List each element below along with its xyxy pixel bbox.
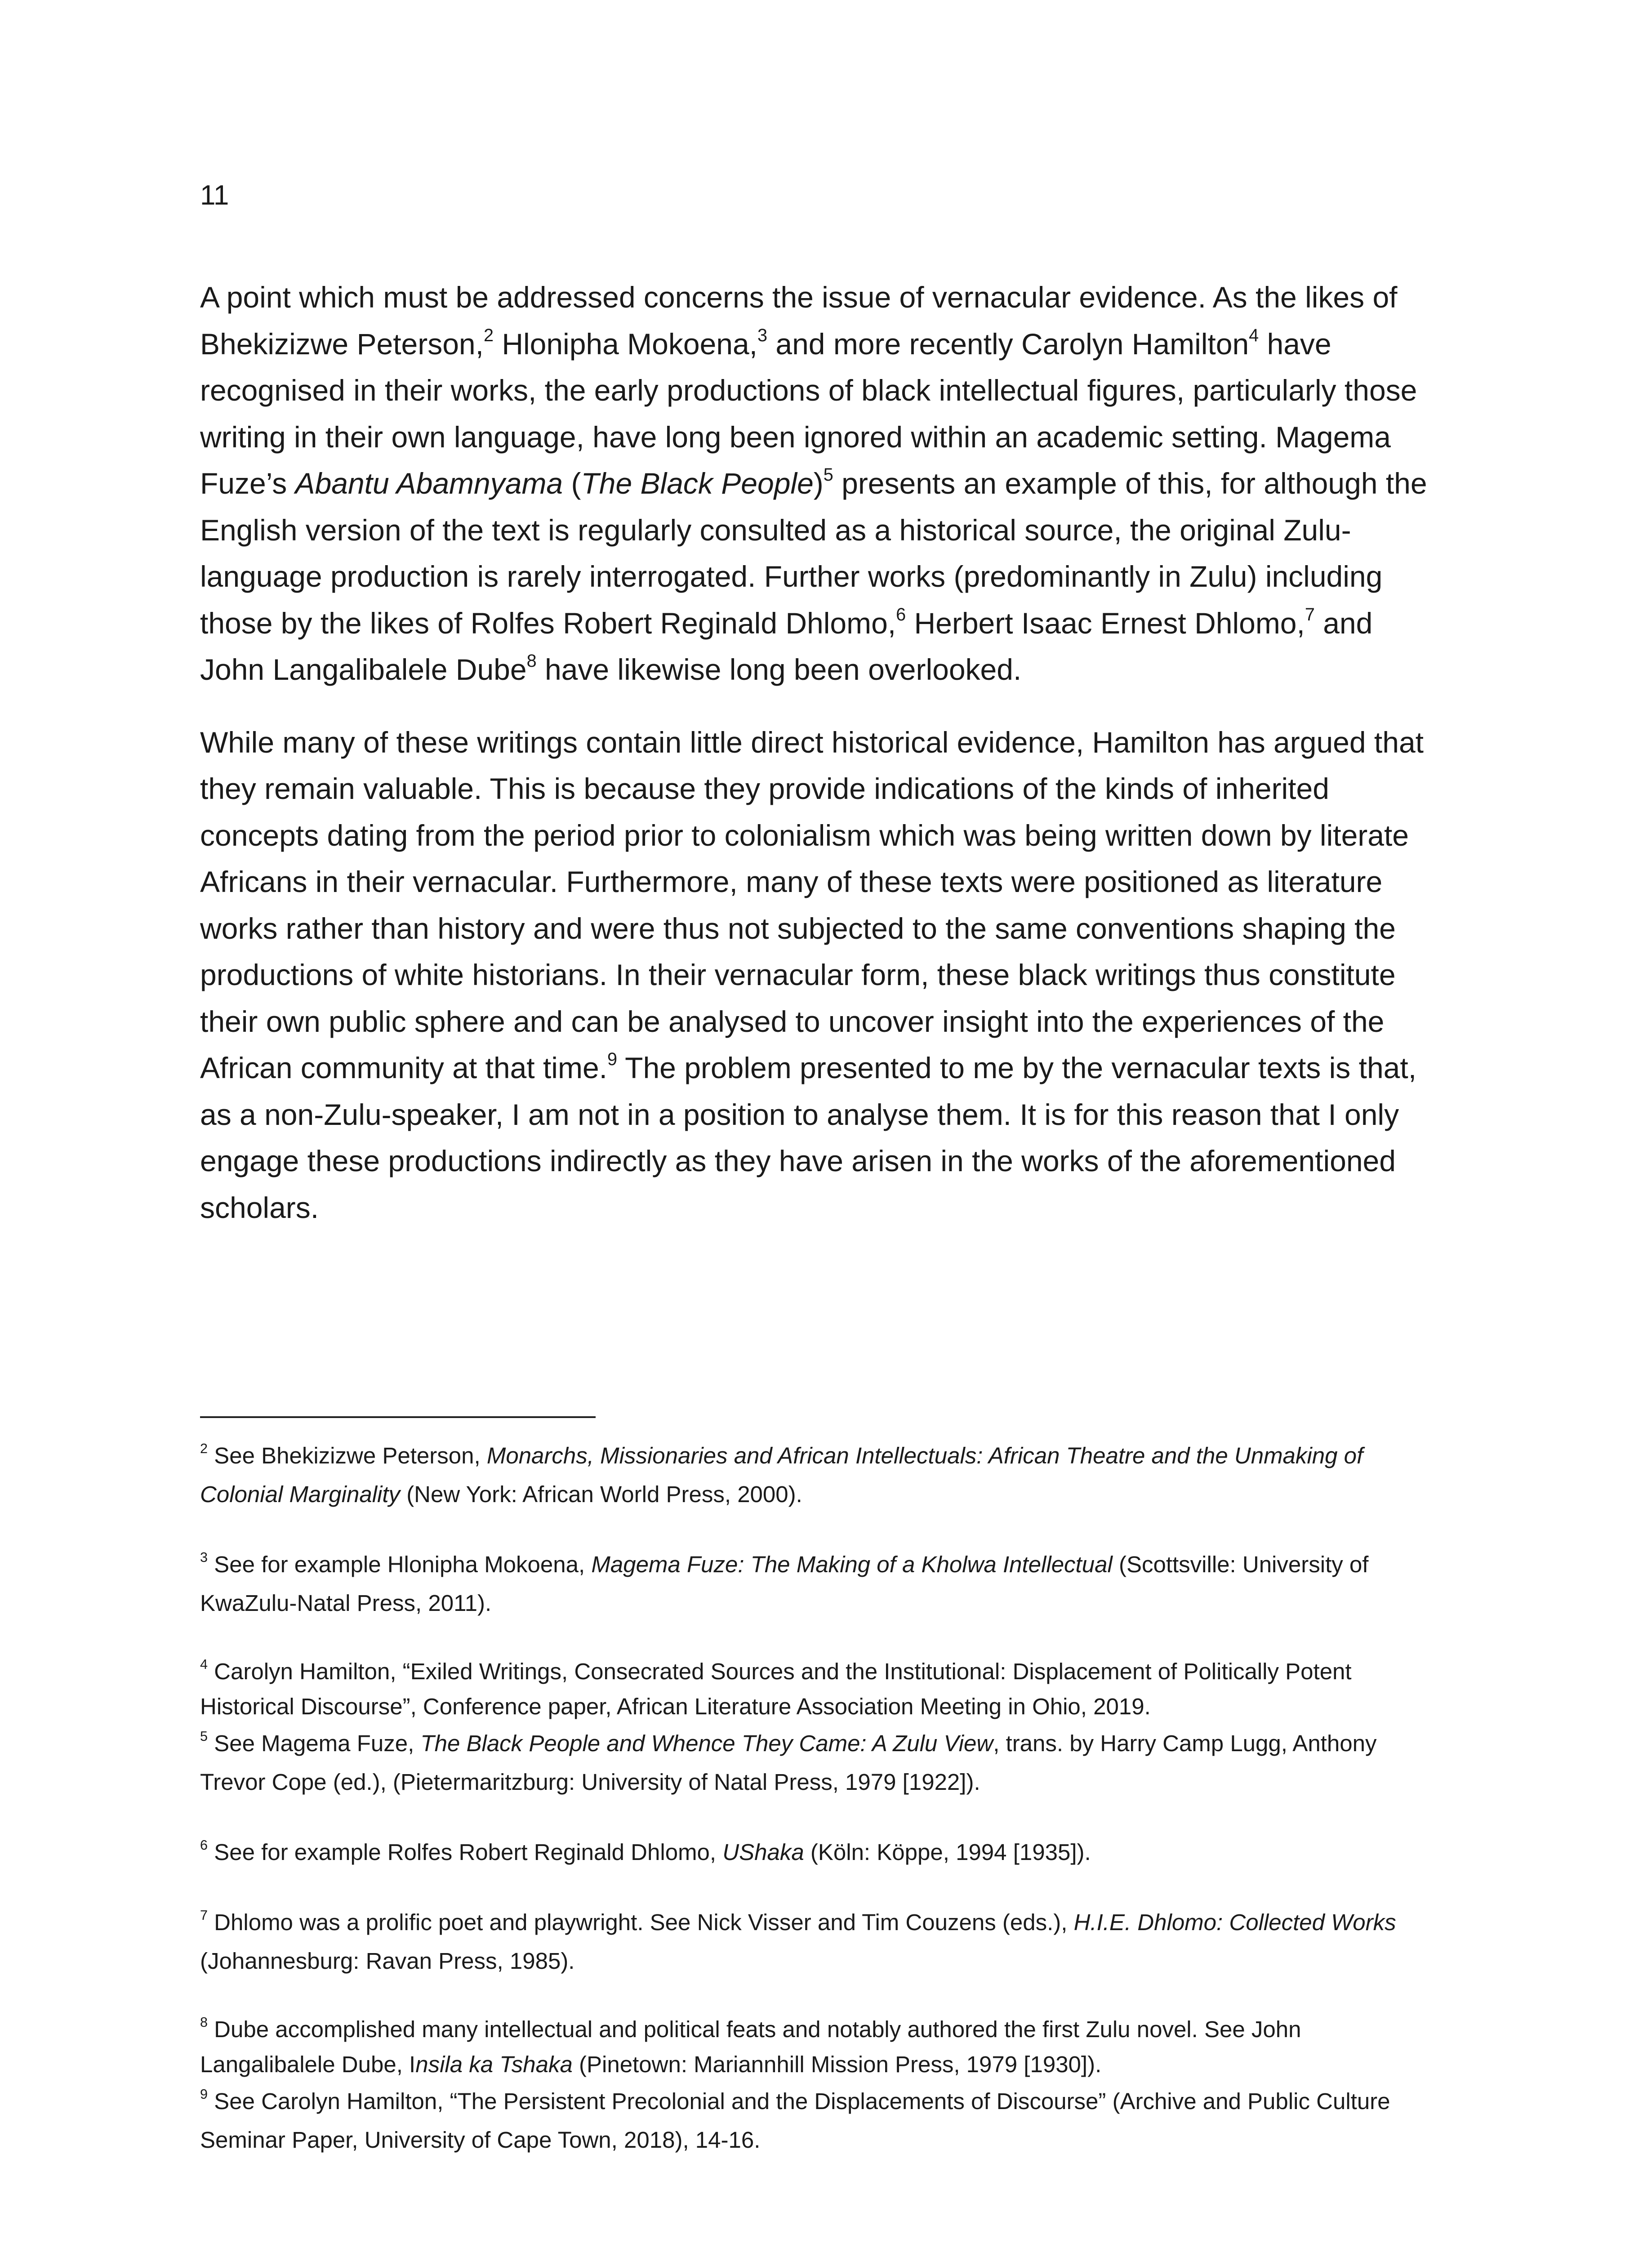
text-run: While many of these writings contain little direct historical evidence, Hamilton has argued that they remain valuable. This is because they provide indications of the kinds of inherited concepts dating from the period prior to colonialism which was being written down by literate Africans in their vernacular. Furthermore, many of these texts were positioned as literature works rather than history and were thus not subjected to the same conventions shaping the productions of white historians. In their vernacular form, these black writings thus constitute their own public sphere and can be analysed to uncover insight into the experiences of the African community at that time.: [200, 725, 1424, 1084]
text-run: (Johannesburg: Ravan Press, 1985).: [200, 1948, 575, 1974]
text-run: (: [563, 467, 581, 500]
italic-title: Monarchs, Missionaries and African Intellectuals: African Theatre and the Unmaking of Colonial Marginality: [200, 1443, 1363, 1507]
footnote-marker: 2: [200, 1441, 208, 1457]
text-run: Herbert Isaac Ernest Dhlomo,: [906, 606, 1305, 640]
footnote: [200, 1436, 1432, 1514]
italic-title: Abantu Abamnyama: [295, 467, 563, 500]
italic-title: H.I.E. Dhlomo: Collected Works: [1073, 1909, 1396, 1935]
footnote-marker: 3: [757, 325, 768, 345]
text-run: (Pinetown: Mariannhill Mission Press, 1979 [1930]).: [572, 2052, 1102, 2077]
body-text: [200, 274, 1432, 1257]
text-run: See Magema Fuze,: [208, 1731, 421, 1756]
text-run: have likewise long been overlooked.: [536, 653, 1022, 686]
footnote-marker: 8: [526, 651, 537, 671]
text-run: Carolyn Hamilton, “Exiled Writings, Consecrated Sources and the Institutional: Displacement of Politically Potent Historical Discourse”, Conference paper, African Literature Association Meeting in Ohio, 2019.: [200, 1659, 1352, 1719]
footnote: [200, 1654, 1432, 1724]
footnote-marker: 8: [200, 2015, 208, 2030]
footnote-marker: 7: [1305, 604, 1315, 624]
footnote: [200, 1545, 1432, 1623]
paragraph: [200, 719, 1432, 1231]
footnote: [200, 1903, 1432, 1980]
text-run: ): [813, 467, 824, 500]
text-run: presents an example of this, for although the English version of the text is regularly consulted as a historical source, the original Zulu-language production is rarely interrogated. Further works (predominantly in Zulu) including those by the likes of Rolfes Robert Reginald Dhlomo,: [200, 467, 1427, 640]
text-run: and John Langalibalele Dube: [200, 606, 1373, 686]
footnote-marker: 3: [200, 1550, 208, 1566]
footnotes: [200, 1436, 1432, 2159]
text-run: A point which must be addressed concerns the issue of vernacular evidence. As the likes of Bhekizizwe Peterson,: [200, 281, 1398, 361]
text-run: have recognised in their works, the early productions of black intellectual figures, particularly those writing in their own language, have long been ignored within an academic setting. Magema Fuze’s: [200, 327, 1417, 500]
page-number: 11: [200, 180, 229, 211]
text-run: See Carolyn Hamilton, “The Persistent Precolonial and the Displacements of Discourse” (Archive and Public Culture Seminar Paper, University of Cape Town, 2018), 14-16.: [200, 2088, 1390, 2153]
footnote-marker: 5: [823, 465, 833, 485]
text-run: , trans. by Harry Camp Lugg, Anthony Trevor Cope (ed.), (Pietermaritzburg: University of Natal Press, 1979 [1922]).: [200, 1731, 1377, 1795]
italic-title: The Black People: [581, 467, 814, 500]
footnote-marker: 9: [200, 2087, 208, 2102]
footnote-marker: 4: [200, 1657, 208, 1673]
footnote: [200, 2082, 1432, 2159]
text-run: See Bhekizizwe Peterson,: [208, 1443, 487, 1468]
footnote: [200, 1724, 1432, 1802]
italic-title: The Black People and Whence They Came: A Zulu View: [420, 1731, 993, 1756]
footnote: [200, 1833, 1432, 1872]
text-run: (Scottsville: University of KwaZulu-Natal Press, 2011).: [200, 1552, 1369, 1616]
paragraph: [200, 274, 1432, 693]
footnote: [200, 2012, 1432, 2082]
footnote-marker: 5: [200, 1729, 208, 1744]
text-run: See for example Rolfes Robert Reginald Dhlomo,: [208, 1839, 723, 1865]
footnote-separator: [200, 1416, 596, 1418]
footnote-marker: 7: [200, 1908, 208, 1923]
text-run: Hlonipha Mokoena,: [493, 327, 758, 361]
footnote-marker: 6: [200, 1838, 208, 1853]
text-run: Dhlomo was a prolific poet and playwright. See Nick Visser and Tim Couzens (eds.),: [208, 1909, 1074, 1935]
italic-title: Magema Fuze: The Making of a Kholwa Intellectual: [591, 1552, 1113, 1577]
text-run: (New York: African World Press, 2000).: [400, 1481, 802, 1507]
footnote-marker: 9: [607, 1049, 618, 1070]
footnote-marker: 6: [896, 604, 906, 624]
text-run: The problem presented to me by the vernacular texts is that, as a non-Zulu-speaker, I am not in a position to analyse them. It is for this reason that I only engage these productions indirectly as they have arisen in the works of the aforementioned scholars.: [200, 1051, 1417, 1224]
text-run: (Köln: Köppe, 1994 [1935]).: [804, 1839, 1091, 1865]
italic-title: UShaka: [722, 1839, 804, 1865]
footnote-marker: 4: [1249, 325, 1259, 345]
text-run: and more recently Carolyn Hamilton: [767, 327, 1249, 361]
text-run: See for example Hlonipha Mokoena,: [208, 1552, 592, 1577]
footnote-marker: 2: [483, 325, 494, 345]
text-run: Dube accomplished many intellectual and political feats and notably authored the first Zulu novel. See John Langalibalele Dube, I: [200, 2016, 1301, 2077]
italic-title: nsila ka Tshaka: [415, 2052, 573, 2077]
